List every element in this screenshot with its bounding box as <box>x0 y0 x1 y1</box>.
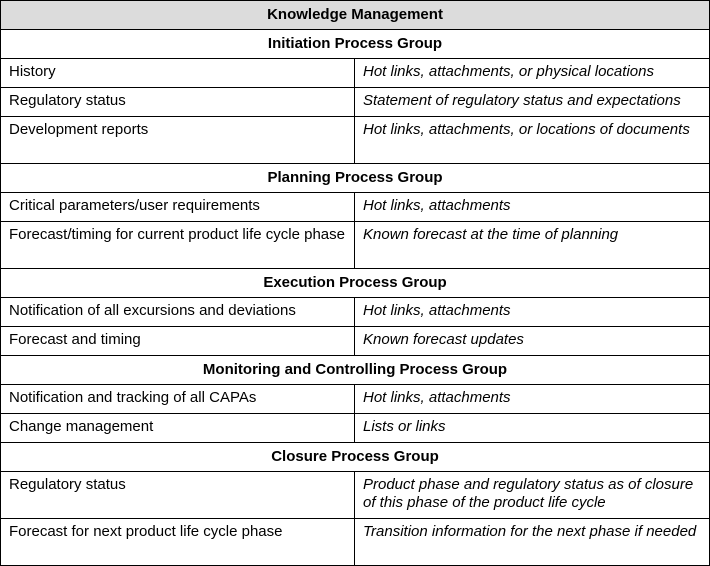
row-item: Forecast for next product life cycle phase <box>1 519 355 566</box>
row-description: Hot links, attachments, or physical locations <box>355 59 710 88</box>
group-header-row <box>1 164 710 193</box>
table-row <box>1 88 710 117</box>
group-header-row <box>1 269 710 298</box>
row-item: History <box>1 59 355 88</box>
row-item: Regulatory status <box>1 88 355 117</box>
row-description: Statement of regulatory status and expectations <box>355 88 710 117</box>
row-item: Notification of all excursions and deviations <box>1 298 355 327</box>
row-item: Critical parameters/user requirements <box>1 193 355 222</box>
group-execution-header: Execution Process Group <box>1 269 710 298</box>
group-initiation-header: Initiation Process Group <box>1 30 710 59</box>
group-header-row <box>1 30 710 59</box>
table-row <box>1 222 710 269</box>
row-item: Forecast/timing for current product life cycle phase <box>1 222 355 269</box>
row-description: Hot links, attachments <box>355 385 710 414</box>
group-closure-header: Closure Process Group <box>1 443 710 472</box>
row-description: Hot links, attachments, or locations of documents <box>355 117 710 164</box>
table-row <box>1 519 710 566</box>
table-row <box>1 385 710 414</box>
row-description: Hot links, attachments <box>355 193 710 222</box>
row-description: Product phase and regulatory status as of closure of this phase of the product life cycle <box>355 472 710 519</box>
group-header-row <box>1 443 710 472</box>
row-description: Lists or links <box>355 414 710 443</box>
table-row <box>1 193 710 222</box>
row-item: Change management <box>1 414 355 443</box>
table-row <box>1 472 710 519</box>
table-title-row <box>1 1 710 30</box>
row-description: Known forecast updates <box>355 327 710 356</box>
group-header-row <box>1 356 710 385</box>
table-row <box>1 414 710 443</box>
row-item: Regulatory status <box>1 472 355 519</box>
table-row <box>1 117 710 164</box>
row-item: Notification and tracking of all CAPAs <box>1 385 355 414</box>
row-item: Forecast and timing <box>1 327 355 356</box>
row-description: Hot links, attachments <box>355 298 710 327</box>
table-row <box>1 59 710 88</box>
row-description: Known forecast at the time of planning <box>355 222 710 269</box>
group-planning-header: Planning Process Group <box>1 164 710 193</box>
row-description: Transition information for the next phase if needed <box>355 519 710 566</box>
table-title: Knowledge Management <box>1 1 710 30</box>
table-row <box>1 327 710 356</box>
group-monitoring-header: Monitoring and Controlling Process Group <box>1 356 710 385</box>
table-row <box>1 298 710 327</box>
row-item: Development reports <box>1 117 355 164</box>
